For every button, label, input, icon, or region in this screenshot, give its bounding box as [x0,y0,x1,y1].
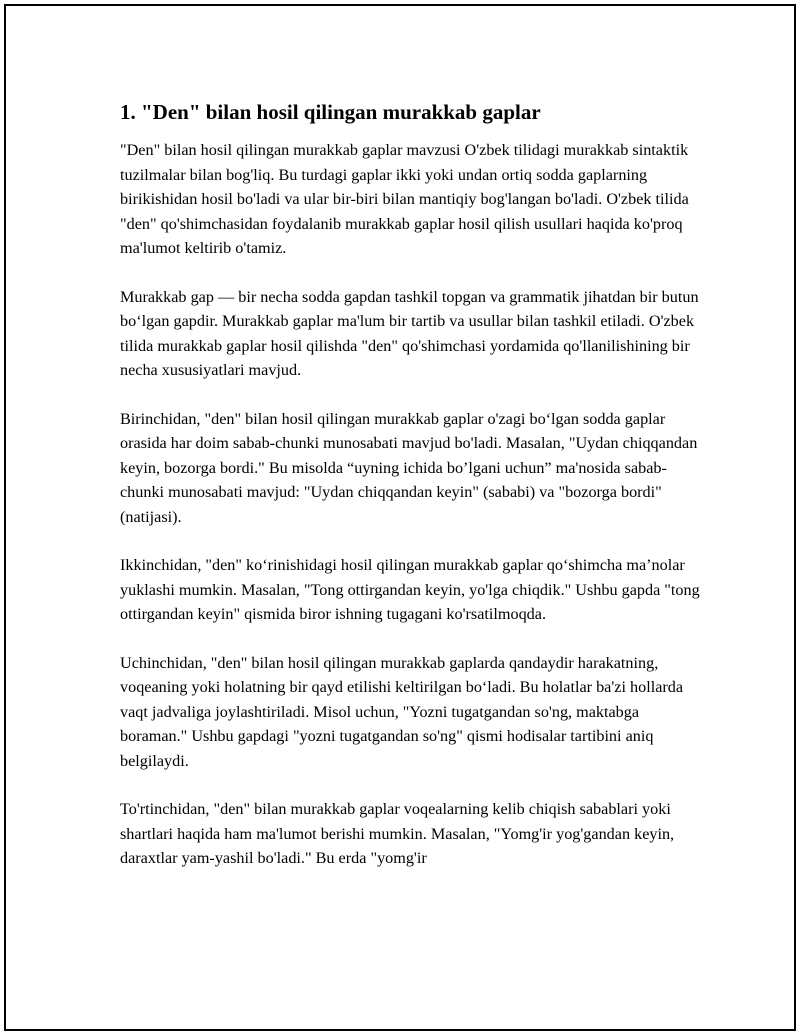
paragraph-4: Ikkinchidan, "den" ko‘rinishidagi hosil qilingan murakkab gaplar qo‘shimcha ma’nolar yuklashi mumkin. Masalan, "Tong ottirgandan keyin, yo'lga chiqdik." Ushbu gapda "tong ottirgandan keyin" qismida biror ishning tugagani ko'rsatilmoqda. [120,556,700,623]
paragraph-3: Birinchidan, "den" bilan hosil qilingan murakkab gaplar o'zagi bo‘lgan sodda gaplar orasida har doim sabab-chunki munosabati mavjud bo'ladi. Masalan, "Uydan chiqqandan keyin, bozorga bordi." Bu misolda “uyning ichida bo’lgani uchun” ma'nosida sabab-chunki munosabati mavjud: "Uydan chiqqandan keyin" (sababi) va "bozorga bordi" (natijasi). [120,409,698,526]
paragraph-2: Murakkab gap — bir necha sodda gapdan tashkil topgan va grammatik jihatdan bir butun bo‘lgan gapdir. Murakkab gaplar ma'lum bir tartib va usullar bilan tashkil etiladi. O'zbek tilida murakkab gaplar hosil qilishda "den" qo'shimchasi yordamida qo'llanilishining bir necha xususiyatlari mavjud. [120,287,699,379]
paragraph-5: Uchinchidan, "den" bilan hosil qilingan murakkab gaplarda qandaydir harakatning, voqeaning yoki holatning bir qayd etilishi keltirilgan bo‘ladi. Bu holatlar ba'zi hollarda vaqt jadvaliga joylashtiriladi. Misol uchun, "Yozni tugatgandan so'ng, maktabga boraman." Ushbu gapdagi "yozni tugatgandan so'ng" qismi hodisalar tartibini aniq belgilaydi. [120,653,684,770]
section-heading: 1. "Den" bilan hosil qilingan murakkab gaplar [120,100,541,124]
page-frame [4,4,796,1031]
document-body [120,98,700,895]
paragraph-1: "Den" bilan hosil qilingan murakkab gaplar mavzusi O'zbek tilidagi murakkab sintaktik tuzilmalar bilan bog'liq. Bu turdagi gaplar ikki yoki undan ortiq sodda gaplarning birikishidan hosil bo'ladi va ular bir-biri bilan mantiqiy bog'langan bo'ladi. O'zbek tilida "den" qo'shimchasidan foydalanib murakkab gaplar hosil qilish usullari haqida ko'proq ma'lumot keltirib o'tamiz. [120,141,689,257]
paragraph-6: To'rtinchidan, "den" bilan murakkab gaplar voqealarning kelib chiqish sabablari yoki shartlari haqida ham ma'lumot berishi mumkin. Masalan, "Yomg'ir yog'gandan keyin, daraxtlar yam-yashil bo'ladi." Bu erda "yomg'ir [120,800,675,867]
